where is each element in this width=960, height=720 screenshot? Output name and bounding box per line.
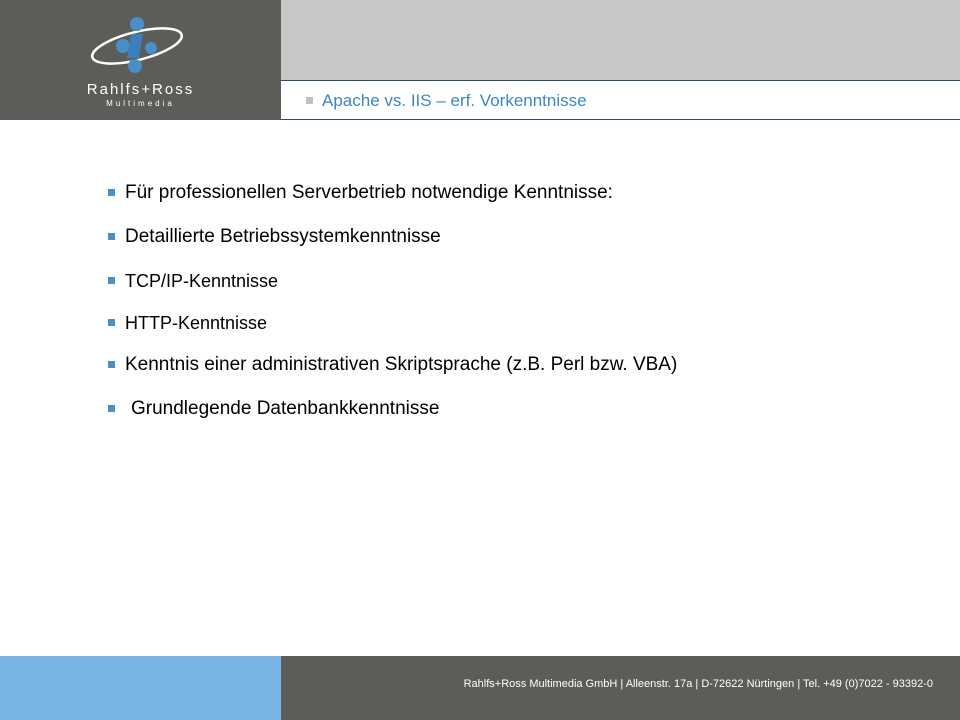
bullet-text: Detaillierte Betriebssystemkenntnisse xyxy=(125,226,441,247)
square-bullet-icon xyxy=(108,319,115,326)
bullet-item xyxy=(108,178,938,222)
header-band xyxy=(281,0,960,80)
bullet-item xyxy=(108,350,938,394)
bullet-item xyxy=(108,394,938,438)
footer-contact: Rahlfs+Ross Multimedia GmbH | Alleenstr. 17a | D-72622 Nürtingen | Tel. +49 (0)7022 - 93392-0 xyxy=(463,678,933,690)
square-bullet-icon xyxy=(108,189,115,196)
square-bullet-icon xyxy=(108,405,115,412)
logo-panel xyxy=(0,0,281,120)
square-bullet-icon xyxy=(108,233,115,240)
bullet-text: HTTP-Kenntnisse xyxy=(125,313,268,333)
square-bullet-icon xyxy=(108,277,115,284)
bullet-text: TCP/IP-Kenntnisse xyxy=(125,271,279,291)
bullet-text: Für professionellen Serverbetrieb notwendige Kenntnisse: xyxy=(125,182,613,203)
slide-title: Apache vs. IIS – erf. Vorkenntnisse xyxy=(322,91,587,110)
logo-subtitle: Multimedia xyxy=(106,99,175,108)
bullet-text: Grundlegende Datenbankkenntnisse xyxy=(131,398,440,419)
square-bullet-icon xyxy=(108,361,115,368)
bullet-item xyxy=(108,222,938,266)
bullet-list xyxy=(108,178,938,438)
header-divider-bottom xyxy=(281,119,960,120)
title-bullet-icon xyxy=(306,97,313,104)
bullet-item xyxy=(108,308,938,350)
footer-accent xyxy=(0,656,281,720)
rahlfs-ross-logo-icon xyxy=(85,12,195,78)
bullet-item xyxy=(108,266,938,308)
bullet-text: Kenntnis einer administrativen Skriptsprache (z.B. Perl bzw. VBA) xyxy=(125,354,678,375)
logo-name: Rahlfs+Ross xyxy=(86,81,195,98)
